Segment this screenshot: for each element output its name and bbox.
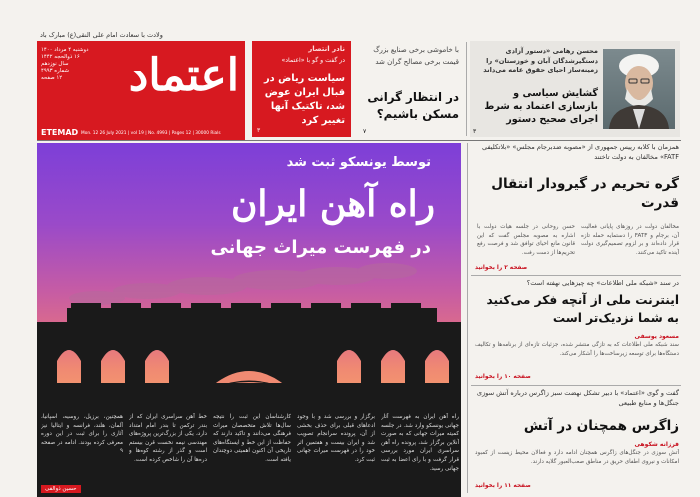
date-line: سال نوزدهم	[41, 61, 69, 67]
divider	[466, 42, 467, 136]
interview-kicker: محسن رهامی «دستور آزادی دستگیرشدگان آبان و خوزستان» را زمینه‌ساز احیای حقوق عامه می‌داند	[483, 47, 598, 75]
saudi-title: سیاست ریاض در قبال ایران عوض شد، تاکتیک آنها تغییر کرد	[264, 73, 345, 126]
portrait-photo	[603, 49, 675, 129]
story1-title: گره تحریم در گیرودار انتقال قدرت	[491, 176, 679, 211]
lead-column: خط آهن سراسری ایران که از بندر ترکمن تا بندر امام امتداد دارد، یکی از بزرگ‌ترین پروژه‌های مهندسی نیمه نخست قرن بیستم است و گذر از رشته کوه‌ها و دره‌ها آن را شاخص کرده است.	[129, 414, 207, 463]
masthead-latin: ETEMAD	[41, 128, 79, 137]
masthead-issue-line: Mon. 12 26 July 2021 | vol 19 | No. 4993 | Pages 12 | 30000 Rials	[81, 131, 221, 136]
interview-page: ۳	[473, 128, 477, 135]
right-column	[471, 143, 681, 493]
story2-body: سند شبکه ملی اطلاعات که به تازگی منتشر شده، جزئیات تازه‌ای از برنامه‌ها و تکالیف دستگاه‌ها برای توسعه زیرساخت‌ها را آشکار می‌کند.	[475, 342, 679, 357]
story3-body: آتش سوزی در جنگل‌های زاگرس همچنان ادامه دارد و فعالان محیط زیست از کمبود امکانات و نیروی اطفای حریق در مناطق صعب‌العبور گلایه دارند.	[475, 450, 679, 465]
story3-page-ref: صفحه ۱۱ را بخوانید	[475, 483, 531, 489]
interview-title: گشایش سیاسی و بازسازی اعتماد به شرط اجرای صحیح دستور	[484, 88, 598, 125]
story1-body-left: حسن روحانی در جلسه هیات دولت با اشاره به مصوبه مجلس گفت که این قانون مانع احیای توافق شد و فرصت رفع تحریم‌ها از دست رفت.	[477, 224, 575, 256]
lead-text-area	[37, 413, 461, 497]
portrait-figure	[603, 49, 675, 129]
date-line: دوشنبه ۴ مرداد ۱۴۰۰	[41, 47, 89, 53]
story3-kicker: گفت و گوی «اعتماد» با دبیر تشکل نهضت سبز زاگرس درباره آتش سوزی جنگل‌ها و منابع طبیعی	[476, 389, 679, 407]
story2-author: مسعود یوسفی	[634, 333, 679, 340]
divider	[467, 143, 468, 493]
lead-subtitle: در فهرست میراث جهانی	[210, 237, 431, 258]
housing-kicker: با خاموشی برخی صنایع بزرگ قیمت برخی مصالح گران شد	[373, 46, 459, 66]
saudi-author: نادر انتصار	[308, 45, 345, 53]
interview-box	[470, 41, 680, 137]
masthead-date-block	[41, 47, 91, 82]
divider	[471, 385, 681, 386]
masthead-logo: اعتماد	[128, 50, 239, 101]
story1-body-right: مخالفان دولت در روزهای پایانی فعالیت آن، برجام و FATF را دستمایه حمله تازه قرار داده‌اند و بر لزوم تصمیم‌گیری دولت آینده تاکید می‌کنند.	[581, 224, 679, 256]
housing-box	[357, 41, 463, 137]
story1-page-ref: صفحه ۲ را بخوانید	[475, 265, 528, 271]
photo-credit: حسین ذوالفی	[41, 485, 81, 493]
story2-kicker: در سند «شبکه ملی اطلاعات» چه چیزهایی نهفته است؟	[526, 279, 679, 287]
top-strip: ولادت با سعادت امام علی النقی(ع) مبارک باد	[40, 31, 163, 39]
saudi-page: ۳	[257, 127, 261, 134]
saudi-box	[252, 41, 351, 137]
divider	[37, 140, 681, 141]
lead-column: برگزار و بررسی شد و با وجود ادعاهای قبلی برای حذف بخشی از آن، پرونده سرانجام تصویب شد و ایران بیست و هفتمین اثر خود را در فهرست میراث جهانی ثبت کرد.	[297, 414, 375, 463]
lead-photo	[37, 143, 461, 413]
lead-title: راه آهن ایران	[230, 183, 435, 225]
masthead	[37, 41, 245, 140]
story1-kicker: همزمان با کلابه رییس جمهوری از «مصوبه ضدبرجام مجلس» «بلاتکلیفی FATF» مخالفان به دولت تاختند	[481, 143, 679, 161]
story2-page-ref: صفحه ۱۰ را بخوانید	[475, 374, 531, 380]
lead-column: کارشناسان این ثبت را نتیجه سال‌ها تلاش متخصصان میراث فرهنگی می‌دانند و تاکید دارند که حفاظت از این خط و ایستگاه‌های تاریخی آن اکنون اهمیتی دوچندان یافته است.	[213, 414, 291, 463]
date-line: شماره ۴۹۹۳	[41, 68, 70, 74]
divider	[471, 275, 681, 276]
housing-page: ۷	[363, 128, 367, 135]
story3-title: زاگرس همچنان در آتش	[523, 418, 679, 434]
lead-column: راه آهن ایران به فهرست آثار جهانی یونسکو وارد شد. در جلسه کمیته میراث جهانی که به صورت آنلاین برگزار شد، پرونده راه آهن سراسری ایران مورد بررسی قرار گرفت و با رای اعضا به ثبت جهانی رسید.	[381, 414, 459, 472]
story2-title: اینترنت ملی از آنچه فکر می‌کنید به شما نزدیک‌تر است	[486, 293, 679, 325]
lead-kicker: توسط یونسکو ثبت شد	[286, 155, 431, 170]
date-line: ۱۲ صفحه	[41, 75, 63, 81]
housing-title: در انتظار گرانی مسکن باشیم؟	[367, 90, 459, 121]
date-line: ۱۶ ذوالحجه ۱۴۴۲	[41, 54, 80, 60]
story3-author: فرزانه شکوهی	[634, 441, 679, 448]
lead-column: همچنین، برزیل، روسیه، اسپانیا، آلمان، هلند، فرانسه و ایتالیا نیز آثاری را برای ثبت در این دوره معرفی کرده بودند. ادامه در صفحه ۹	[41, 414, 123, 455]
saudi-kicker: در گفت و گو با «اعتماد»	[281, 57, 345, 64]
